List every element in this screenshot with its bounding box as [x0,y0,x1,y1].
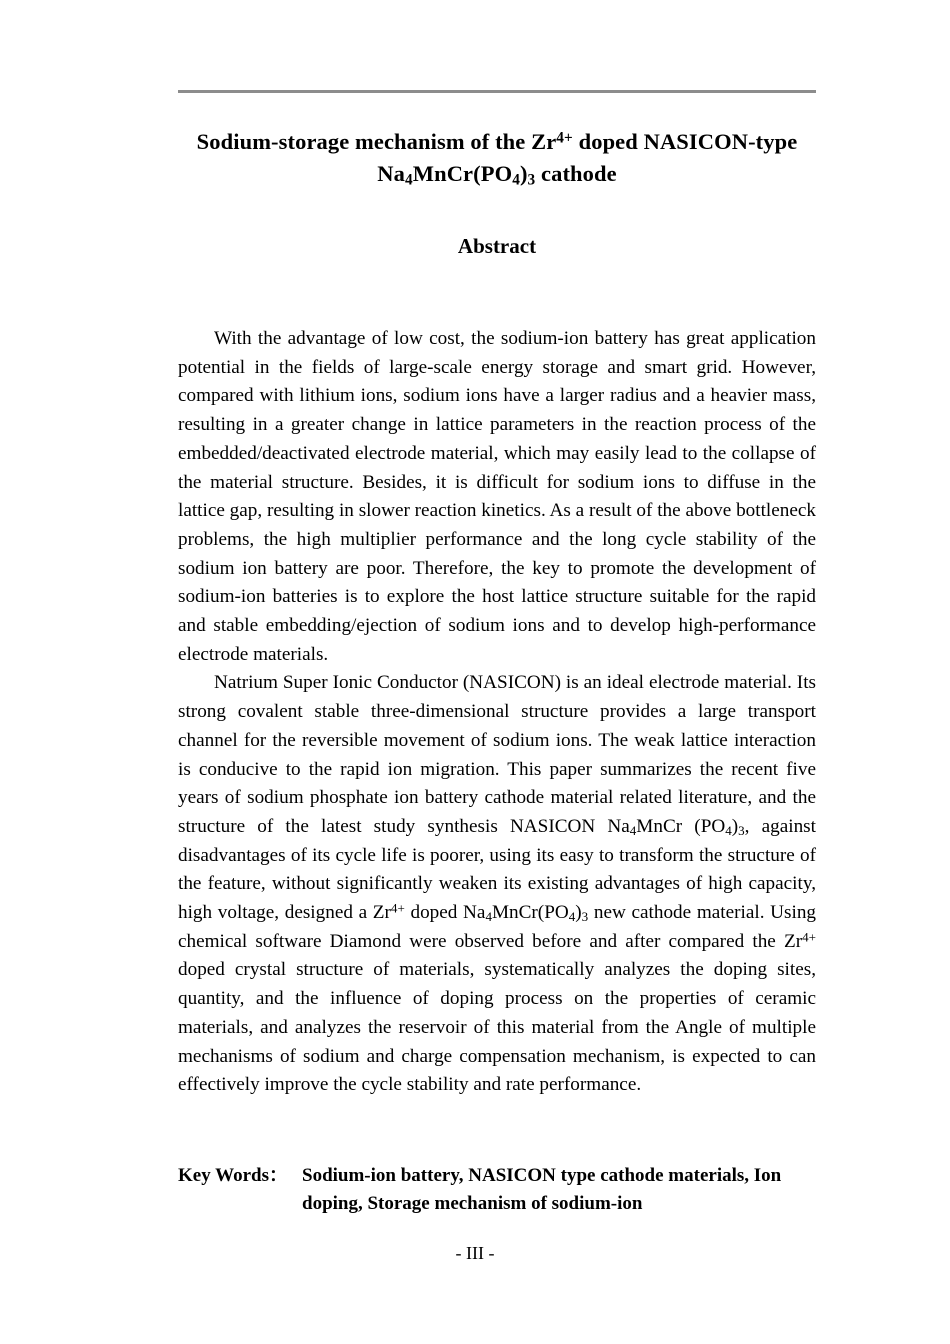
para2-segment-i: doped crystal structure of materials, systematically analyzes the doping sites, quantity, and the influence of doping process on the properties of ceramic materials, and analyzes the reservoir of this material from the Angle of multiple mechanisms of sodium and charge compensation mechanism, is expected to can effectively improve the cycle stability and rate performance. [178,959,816,1096]
page-number: - III - [455,1243,495,1263]
title-line-2 [377,161,617,189]
para2-subscript-2: 4 [725,822,732,838]
title-subscript-3: 3 [527,171,536,189]
para2-segment-g: ) [575,902,582,924]
abstract-paragraph-2 [178,669,816,1100]
para2-segment-f: MnCr(PO [491,902,569,924]
keywords-section [178,1100,816,1219]
title-formula-na: Na [377,161,405,186]
para2-subscript-6: 3 [581,908,589,924]
keywords-label: Key Words： [178,1164,288,1186]
para2-subscript-1: 4 [629,822,637,838]
title-subscript-1: 4 [405,171,413,189]
title-text-post: doped NASICON-type [572,129,798,154]
para2-segment-b: MnCr (PO [636,815,726,837]
abstract-paragraph-1: With the advantage of low cost, the sodium-ion battery has great application potential in the fields of large-scale energy storage and smart grid. However, compared with lithium ions, sodium ions have a larger radius and a heavier mass, resulting in a greater change in lattice parameters in the reaction process of the embedded/deactivated electrode material, which may easily lead to the collapse of the material structure. Besides, it is difficult for sodium ions to diffuse in the lattice gap, resulting in slower reaction kinetics. As a result of the above bottleneck problems, the high multiplier performance and the long cycle stability of the sodium ion battery are poor. Therefore, the key to promote the development of sodium-ion batteries is to explore the host lattice structure suitable for the rapid and stable embedding/ejection of sodium ions and to develop high-performance electrode materials. [178,328,816,665]
document-content [178,126,816,1219]
para2-segment-e: doped Na [404,902,486,924]
para2-superscript-2: 4+ [802,929,816,945]
para2-subscript-4: 4 [485,908,492,924]
title-text-pre: Sodium-storage mechanism of the Zr [196,129,557,154]
title-formula-end: cathode [535,161,617,186]
para2-superscript-1: 4+ [390,900,405,916]
abstract-body [178,259,816,1100]
page-title [178,126,816,190]
para2-subscript-5: 4 [568,908,576,924]
title-superscript-charge: 4+ [556,129,573,147]
para2-segment-a: Natrium Super Ionic Conductor (NASICON) is an ideal electrode material. Its strong covalent stable three-dimensional structure provides a large transport channel for the reversible movement of sodium ions. The weak lattice interaction is conducive to the rapid ion migration. This paper summarizes the recent five years of sodium phosphate ion battery cathode material related literature, and the structure of the latest study synthesis NASICON Na [178,672,816,837]
para2-segment-c: ) [731,815,739,837]
page-footer [0,1243,950,1264]
para2-subscript-3: 3 [738,822,745,838]
title-formula-mid: MnCr(PO [412,161,513,186]
title-line-1 [197,129,798,154]
para2-segment-d: , against disadvantages of its cycle life is poorer, using its easy to transform the structure of the feature, without significantly weaken its existing advantages of high capacity, high voltage, designed a Zr [178,815,816,924]
para2-segment-h: new cathode material. Using chemical software Diamond were observed before and after compared the Zr [178,902,817,952]
title-formula-close: ) [519,161,528,186]
abstract-heading: Abstract [457,234,537,258]
keywords-value: Sodium-ion battery, NASICON type cathode materials, Ion doping, Storage mechanism of sodium-ion [302,1164,782,1215]
title-subscript-2: 4 [512,171,520,189]
header-rule-divider [178,90,816,93]
